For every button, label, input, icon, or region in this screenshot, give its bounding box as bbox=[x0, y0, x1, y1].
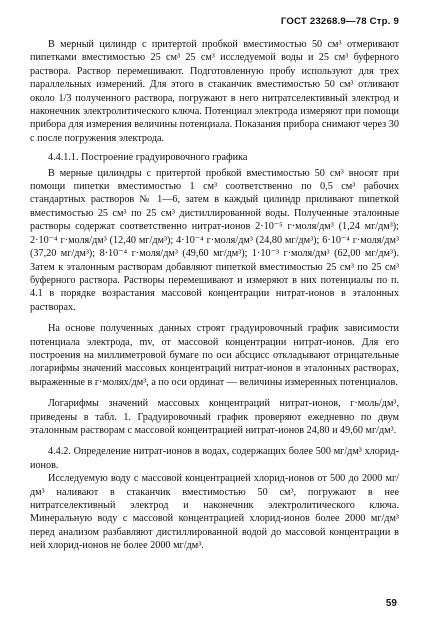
page-header: ГОСТ 23268.9—78 Стр. 9 bbox=[280, 16, 399, 27]
page-number: 59 bbox=[385, 598, 397, 609]
paragraph-procedure: В мерный цилиндр с притертой пробкой вместимостью 50 см³ отмеривают пипетками вместимостью 25 см³ 25 см³ исследуемой воды и 25 см³ буферного раствора. Раствор перемешивают. Подготовленную пробу используют для трех параллельных измерений. Для этого в стаканчик вместимостью 50 см³ отливают около 1/3 полученного раствора, погружают в него нитратселективный электрод и наконечник электролитического ключа. Потенциал электрода измеряют при помощи прибора для измерения величины потенциала. Показания прибора снимают через 30 с после погружения электрода. bbox=[30, 39, 399, 144]
paragraph-standard-solutions: В мерные цилиндры с притертой пробкой вместимостью 50 см³ вносят при помощи пипетки вместимостью 1 см³ соответственно по 0,5 см³ рабочих стандартных растворов № 1—6, затем в каждый цилиндр приливают пипеткой вместимостью 25 см³ по 25 см³ дистиллированной воды. Полученные эталонные растворы содержат соответственно нитрат-ионов 2·10⁻⁵ г·моля/дм³ (1,24 мг/дм³); 2·10⁻⁴ г·моля/дм³ (12,40 мг/дм³); 4·10⁻⁴ г·моля/дм³ (24,80 мг/дм³); 6·10⁻⁴ г·моля/дм³ (37,20 мг/дм³); 8·10⁻⁴ г·моля/дм³ (49,60 мг/дм³); 1·10⁻³ г·моля/дм³ (62,00 мг/дм³). Затем к эталонным растворам добавляют пипеткой вместимостью 25 см³ по 25 см³ буферного раствора. Растворы перемешивают и измеряют в них потенциалы по п. 4.1 в порядке возрастания массовой концентрации нитрат-ионов в эталонных растворах. bbox=[30, 167, 399, 313]
document-body bbox=[30, 38, 399, 553]
paragraph-graph-construction: На основе полученных данных строят градуировочный график зависимости потенциала электрода, mv, от массовой концентрации нитрат-ионов. Для его построения на миллиметровой бумаге по оси абсцисс откладывают отрицательные логарифмы значений массовых концентраций нитрат-ионов в эталонных растворах, выраженные в г·молях/дм³, а по оси ординат — величины измеренных потенциалов. bbox=[30, 323, 399, 388]
section-heading-chloride: 4.4.2. Определение нитрат-ионов в водах, содержащих более 500 мг/дм³ хлорид-ионов. bbox=[30, 446, 399, 471]
paragraph-logarithms: Логарифмы значений массовых концентраций нитрат-ионов, г·моль/дм³, приведены в табл. 1. Градуировочный график проверяют ежедневно по двум эталонным растворам с массовой концентрацией нитрат-ионов 24,80 и 49,60 мг/дм³. bbox=[30, 398, 399, 436]
paragraph-chloride-procedure: Исследуемую воду с массовой концентрацией хлорид-ионов от 500 до 2000 мг/дм³ наливают в стаканчик вместимостью 50 см³, погружают в нее нитратселективный электрод и наконечник электролитического ключа. Минеральную воду с массовой концентрацией хлорид-ионов более 2000 мг/дм³ перед анализом разбавляют дистиллированной водой до массовой концентрации в ней хлорид-ионов не более 2000 мг/дм³. bbox=[30, 473, 399, 552]
section-heading-calibration: 4.4.1.1. Построение градуировочного графика bbox=[48, 152, 248, 164]
